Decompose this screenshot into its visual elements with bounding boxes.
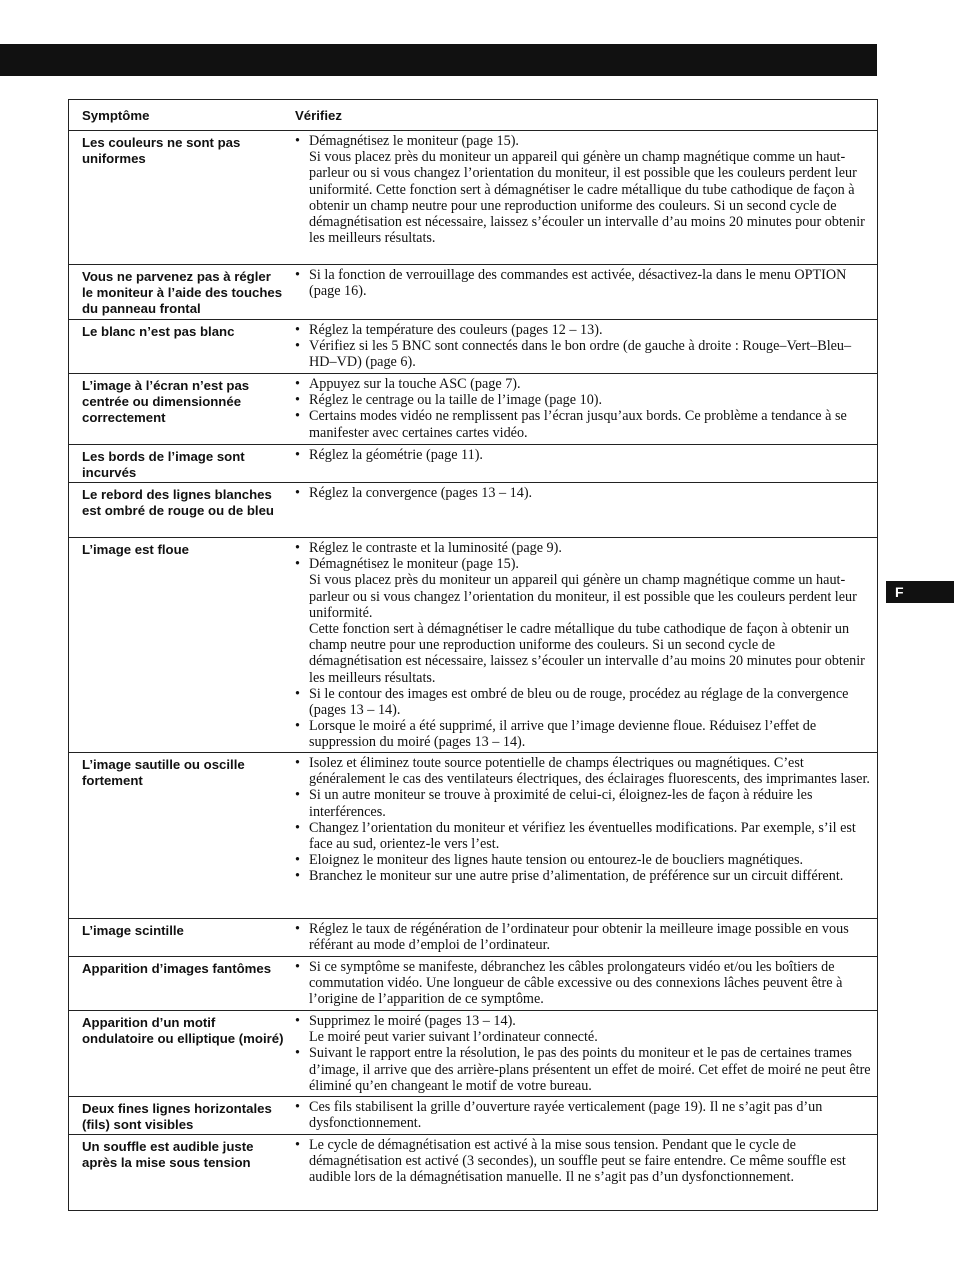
check-item: [293, 376, 871, 392]
check-item: [293, 556, 871, 686]
check-list: [293, 322, 871, 371]
check-item-text: Certains modes vidéo ne remplissent pas l’écran jusqu’aux bords. Ce problème a tendance à se manifester avec certaines cartes vidéo.: [309, 408, 847, 441]
troubleshooting-table: [68, 99, 878, 1211]
symptom-cell: L’image est floue: [82, 542, 189, 557]
check-list: [293, 447, 871, 463]
check-list: [293, 376, 871, 441]
table-header-row: [69, 100, 877, 131]
symptom-cell: Deux fines lignes horizontales (fils) sont visibles: [82, 1101, 272, 1133]
check-item: [293, 852, 871, 868]
table-row: [69, 1135, 877, 1210]
check-item: [293, 959, 871, 1008]
check-cell: [289, 265, 877, 319]
check-item: [293, 338, 871, 370]
symptom-cell: Les bords de l’image sont incurvés: [82, 449, 245, 481]
check-item: [293, 686, 871, 718]
check-cell: [289, 1135, 877, 1210]
check-item-text: Isolez et éliminez toute source potentielle de champs électriques ou magnétiques. C’est généralement le cas des ventilateurs électriques, des éclairages fluorescents, des imprimantes laser.: [309, 755, 870, 788]
check-cell: [289, 320, 877, 373]
check-list: [293, 540, 871, 751]
table-row: [69, 265, 877, 320]
table-row: [69, 919, 877, 957]
check-item: [293, 408, 871, 440]
check-item: [293, 392, 871, 408]
check-list: [293, 921, 871, 953]
check-item-text: Réglez le taux de régénération de l’ordinateur pour obtenir la meilleure image possible en vous référant au mode d’emploi de l’ordinateur.: [309, 921, 849, 954]
check-item-text: Réglez la convergence (pages 13 – 14).: [309, 485, 533, 501]
check-item: [293, 1013, 871, 1045]
check-cell: [289, 1097, 877, 1134]
check-list: [293, 959, 871, 1008]
header-symptom: Symptôme: [82, 108, 150, 123]
check-item-detail: Le moiré peut varier suivant l’ordinateur connecté.: [309, 1029, 598, 1046]
table-row: [69, 1011, 877, 1097]
check-item-text: Supprimez le moiré (pages 13 – 14).: [309, 1013, 516, 1029]
check-list: [293, 267, 871, 299]
check-item: [293, 447, 871, 463]
table-row: [69, 957, 877, 1011]
check-item-text: Suivant le rapport entre la résolution, le pas des points du moniteur et le pas de certaines trames d’image, il arrive que des arrière-plans présentent un effet de moiré. Cet effet de moiré ne peut être éliminé qu’en changeant le motif de votre bureau.: [309, 1045, 871, 1094]
check-item-text: Réglez la géométrie (page 11).: [309, 447, 483, 463]
table-row: [69, 538, 877, 753]
check-item: [293, 868, 871, 884]
check-list: [293, 755, 871, 885]
check-cell: [289, 374, 877, 444]
check-list: [293, 1137, 871, 1186]
table-row: [69, 131, 877, 265]
symptom-cell: Le blanc n’est pas blanc: [82, 324, 235, 339]
check-item-text: Changez l’orientation du moniteur et vérifiez les éventuelles modifications. Par exemple, s’il est face au sud, orientez-le vers l’est.: [309, 819, 856, 853]
table-row: [69, 320, 877, 374]
check-item: [293, 1099, 871, 1131]
header-check: Vérifiez: [295, 108, 342, 123]
check-item-text: Si la fonction de verrouillage des commandes est activée, désactivez-la dans le menu OPTION (page 16).: [309, 267, 847, 300]
check-item-text: Eloignez le moniteur des lignes haute tension ou entourez-le de boucliers magnétiques.: [309, 852, 804, 869]
check-item: [293, 1045, 871, 1094]
check-item: [293, 787, 871, 819]
symptom-cell: Un souffle est audible juste après la mise sous tension: [82, 1139, 254, 1171]
check-item-text: Démagnétisez le moniteur (page 15).: [309, 556, 519, 573]
check-item-text: Branchez le moniteur sur une autre prise d’alimentation, de préférence sur un circuit différent.: [309, 868, 844, 885]
check-item-text: Lorsque le moiré a été supprimé, il arrive que l’image devienne floue. Réduisez l’effet de suppression du moiré (pages 13 – 14).: [309, 718, 817, 751]
check-item-text: Réglez le centrage ou la taille de l’image (page 10).: [309, 392, 603, 409]
check-cell: [289, 919, 877, 956]
table-row: [69, 483, 877, 538]
table-row: [69, 753, 877, 919]
check-item-detail: Si vous placez près du moniteur un appareil qui génère un champ magnétique comme un haut-parleur ou si vous changez l’orientation du moniteur, il est possible que les couleurs perdent leur uniformité. Cette fonction sert à démagnétiser le cadre métallique du tube cathodique de façon à obtenir un champ neutre pour une reproduction uniforme des couleurs. Si un second cycle de démagnétisation est nécessaire, laissez s’écouler un intervalle d’au moins 20 minutes pour obtenir les meilleurs résultats.: [309, 149, 865, 247]
check-cell: [289, 445, 877, 482]
check-item: [293, 267, 871, 299]
symptom-cell: L’image scintille: [82, 923, 184, 938]
header-bar: [0, 44, 877, 76]
check-item-text: Si ce symptôme se manifeste, débranchez les câbles prolongateurs vidéo et/ou les boîtiers de commutation vidéo. Une longueur de câble excessive ou des connexions lâches peuvent être à l’origine de l’apparition de ce symptôme.: [309, 959, 843, 1008]
check-list: [293, 485, 871, 501]
symptom-cell: Les couleurs ne sont pas uniformes: [82, 135, 241, 167]
check-item-text: Réglez la température des couleurs (pages 12 – 13).: [309, 322, 603, 338]
check-item-text: Si le contour des images est ombré de bleu ou de rouge, procédez au réglage de la convergence (pages 13 – 14).: [309, 685, 849, 719]
table-row: [69, 445, 877, 483]
check-cell: [289, 1011, 877, 1096]
check-cell: [289, 483, 877, 537]
check-cell: [289, 538, 877, 752]
check-item: [293, 540, 871, 556]
check-item: [293, 755, 871, 787]
check-cell: [289, 753, 877, 918]
symptom-cell: L’image à l’écran n’est pas centrée ou dimensionnée correctement: [82, 378, 250, 426]
check-item-text: Démagnétisez le moniteur (page 15).: [309, 133, 519, 149]
check-item-text: Vérifiez si les 5 BNC sont connectés dans le bon ordre (de gauche à droite : Rouge–Vert–Bleu–HD–VD) (page 6).: [309, 338, 852, 371]
check-item-text: Ces fils stabilisent la grille d’ouverture rayée verticalement (page 19). Il ne s’agit pas d’un dysfonctionnement.: [309, 1099, 823, 1132]
symptom-cell: L’image sautille ou oscille fortement: [82, 757, 245, 789]
check-cell: [289, 957, 877, 1010]
check-item: [293, 485, 871, 501]
check-item-text: Le cycle de démagnétisation est activé à la mise sous tension. Pendant que le cycle de démagnétisation est activé (3 secondes), un souffle peut se faire entendre. Ce même souffle est audible lors de la démagnétisation manuelle. Il ne s’agit pas d’un dysfonctionnement.: [309, 1137, 846, 1186]
table-row: [69, 374, 877, 445]
check-item: [293, 1137, 871, 1186]
check-item: [293, 718, 871, 750]
check-cell: [289, 131, 877, 264]
check-item-text: Appuyez sur la touche ASC (page 7).: [309, 376, 521, 392]
symptom-cell: Apparition d’un motif ondulatoire ou elliptique (moiré): [82, 1015, 284, 1047]
check-list: [293, 1013, 871, 1094]
check-item-detail: Si vous placez près du moniteur un appareil qui génère un champ magnétique comme un haut-parleur ou si vous changez l’orientation du moniteur, il est possible que les couleurs perdent leur uniformité.: [309, 572, 857, 621]
check-item: [293, 322, 871, 338]
check-item-detail: Cette fonction sert à démagnétiser le cadre métallique du tube cathodique de façon à obtenir un champ neutre pour une reproduction uniforme des couleurs. Si un second cycle de démagnétisation est nécessaire, laissez s’écouler un intervalle d’au moins 20 minutes pour obtenir les meilleurs résultats.: [309, 621, 865, 686]
check-list: [293, 133, 871, 246]
check-item: [293, 921, 871, 953]
table-row: [69, 1097, 877, 1135]
check-item-text: Réglez le contraste et la luminosité (page 9).: [309, 540, 562, 556]
check-item-text: Si un autre moniteur se trouve à proximité de celui-ci, éloignez-les de façon à réduire les interférences.: [309, 787, 813, 820]
symptom-cell: Vous ne parvenez pas à régler le moniteur à l’aide des touches du panneau frontal: [82, 269, 283, 317]
symptom-cell: Le rebord des lignes blanches est ombré de rouge ou de bleu: [82, 487, 274, 519]
language-tab: F: [886, 581, 954, 603]
symptom-cell: Apparition d’images fantômes: [82, 961, 272, 976]
check-item: [293, 133, 871, 246]
check-item: [293, 820, 871, 852]
check-list: [293, 1099, 871, 1131]
